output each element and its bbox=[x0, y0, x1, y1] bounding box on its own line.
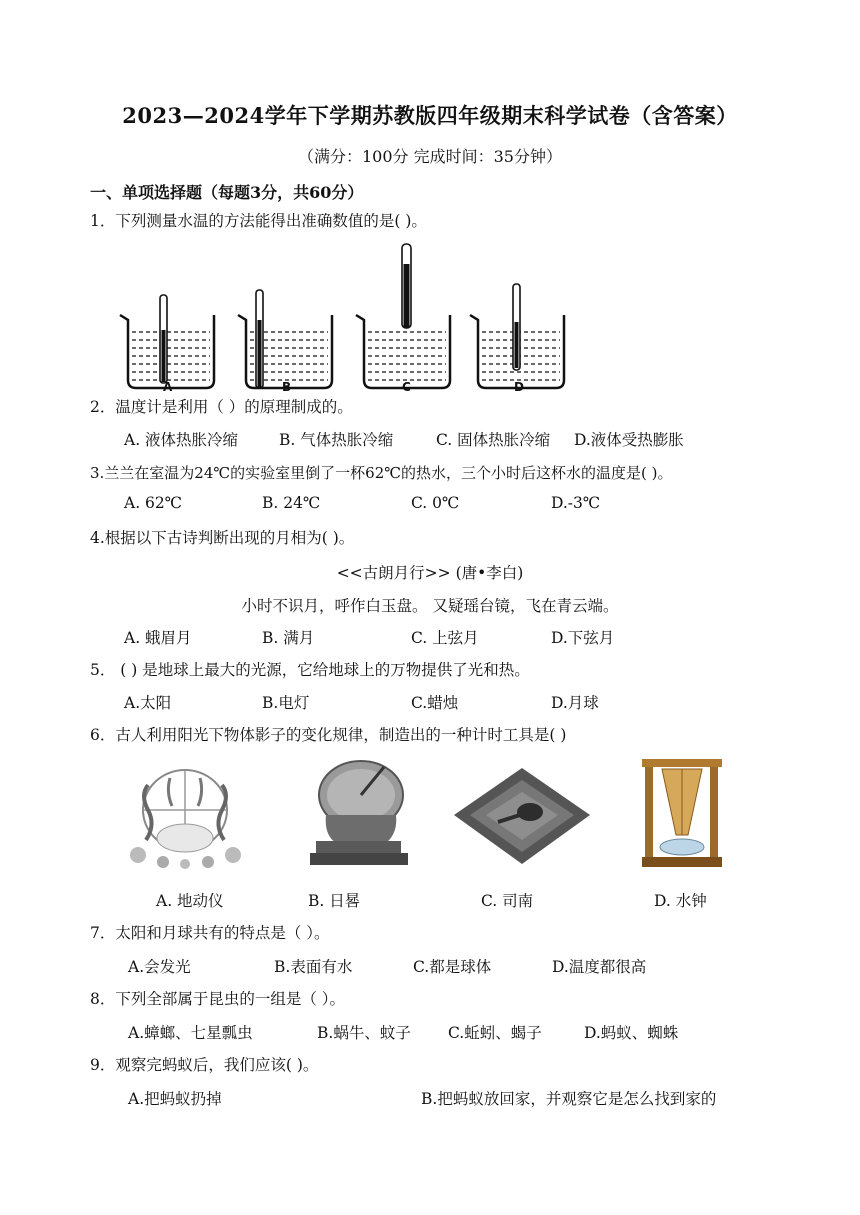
poem-lines: 小时不识月，呼作白玉盘。 又疑瑶台镜，飞在青云端。 bbox=[241, 597, 619, 615]
option-d: D.月球 bbox=[551, 694, 599, 712]
question-5-options bbox=[124, 691, 599, 713]
question-4: 4.根据以下古诗判断出现的月相为( )。 bbox=[90, 529, 355, 547]
thermometer-beakers-figure bbox=[110, 240, 670, 390]
option-c: C. 上弦月 bbox=[411, 629, 479, 647]
beaker-labels bbox=[110, 380, 670, 396]
question-6-options bbox=[156, 889, 707, 911]
option-b: B. 满月 bbox=[262, 629, 315, 647]
option-d: D.液体受热膨胀 bbox=[574, 431, 684, 449]
option-b: B. 气体热胀冷缩 bbox=[279, 431, 394, 449]
exam-title: 2023—2024学年下学期苏教版四年级期末科学试卷（含答案） bbox=[122, 103, 738, 128]
option-a: A. 液体热胀冷缩 bbox=[124, 431, 239, 449]
option-a: A.把蚂蚁扔掉 bbox=[128, 1090, 222, 1108]
option-a: A.蟑螂、七星瓢虫 bbox=[128, 1024, 253, 1042]
option-b: B.把蚂蚁放回家，并观察它是怎么找到家的 bbox=[421, 1090, 717, 1108]
question-3-options bbox=[124, 494, 600, 512]
option-d: D.蚂蚁、蜘蛛 bbox=[584, 1024, 679, 1042]
question-3: 3.兰兰在室温为24℃的实验室里倒了一杯62℃的热水，三个小时后这杯水的温度是( )。 bbox=[90, 464, 673, 482]
question-5: 5． ( ) 是地球上最大的光源，它给地球上的万物提供了光和热。 bbox=[90, 661, 530, 679]
option-b: B.电灯 bbox=[262, 694, 310, 712]
poem-title: <<古朗月行>> (唐•李白) bbox=[336, 564, 524, 582]
option-a: A.会发光 bbox=[128, 958, 191, 976]
question-8-options bbox=[128, 1021, 678, 1043]
beaker-c bbox=[356, 244, 450, 388]
option-b: B. 日晷 bbox=[308, 892, 361, 910]
option-b: B.表面有水 bbox=[274, 958, 353, 976]
beaker-label-a: A bbox=[163, 380, 173, 394]
option-d: D.温度都很高 bbox=[552, 958, 647, 976]
option-c: C. 0℃ bbox=[411, 494, 460, 512]
option-c: C.都是球体 bbox=[413, 958, 492, 976]
option-c: C.蜡烛 bbox=[411, 694, 459, 712]
option-c: C. 固体热胀冷缩 bbox=[436, 431, 551, 449]
option-d: D.下弦月 bbox=[551, 629, 615, 647]
option-a: A. 地动仪 bbox=[156, 892, 224, 910]
beaker-label-c: C bbox=[402, 380, 411, 394]
section-heading: 一、单项选择题（每题3分，共60分） bbox=[90, 183, 364, 202]
question-1: 1．下列测量水温的方法能得出准确数值的是( )。 bbox=[90, 212, 427, 230]
option-a: A.太阳 bbox=[124, 694, 172, 712]
question-4-options bbox=[124, 626, 614, 648]
option-d: D.-3℃ bbox=[551, 494, 601, 512]
beaker-b bbox=[238, 290, 332, 388]
question-6: 6．古人利用阳光下物体影子的变化规律，制造出的一种计时工具是( ) bbox=[90, 726, 567, 744]
option-c: C. 司南 bbox=[481, 892, 534, 910]
question-9: 9．观察完蚂蚁后，我们应该( )。 bbox=[90, 1056, 319, 1074]
seismoscope-image bbox=[118, 760, 253, 870]
question-9-options bbox=[128, 1087, 716, 1109]
question-2-options bbox=[124, 428, 684, 450]
beaker-a bbox=[120, 295, 214, 388]
exam-subtitle: （满分：100分 完成时间：35分钟） bbox=[298, 147, 562, 166]
beaker-label-d: D bbox=[514, 380, 524, 394]
option-b: B. 24℃ bbox=[262, 494, 321, 512]
question-7-options bbox=[128, 955, 646, 977]
option-b: B.蜗牛、蚊子 bbox=[317, 1024, 411, 1042]
beaker-label-b: B bbox=[282, 380, 292, 394]
option-a: A. 蛾眉月 bbox=[124, 629, 192, 647]
option-a: A. 62℃ bbox=[124, 494, 183, 512]
question-2: 2．温度计是利用（ ）的原理制成的。 bbox=[90, 398, 353, 416]
sundial-image bbox=[306, 755, 411, 870]
beaker-d bbox=[470, 284, 564, 388]
water-clock-image bbox=[640, 755, 725, 870]
question-7: 7．太阳和月球共有的特点是（ ）。 bbox=[90, 924, 330, 942]
south-pointing-spoon-image bbox=[450, 760, 595, 870]
question-8: 8．下列全部属于昆虫的一组是（ ）。 bbox=[90, 990, 346, 1008]
option-d: D. 水钟 bbox=[654, 892, 707, 910]
option-c: C.蚯蚓、蝎子 bbox=[448, 1024, 542, 1042]
